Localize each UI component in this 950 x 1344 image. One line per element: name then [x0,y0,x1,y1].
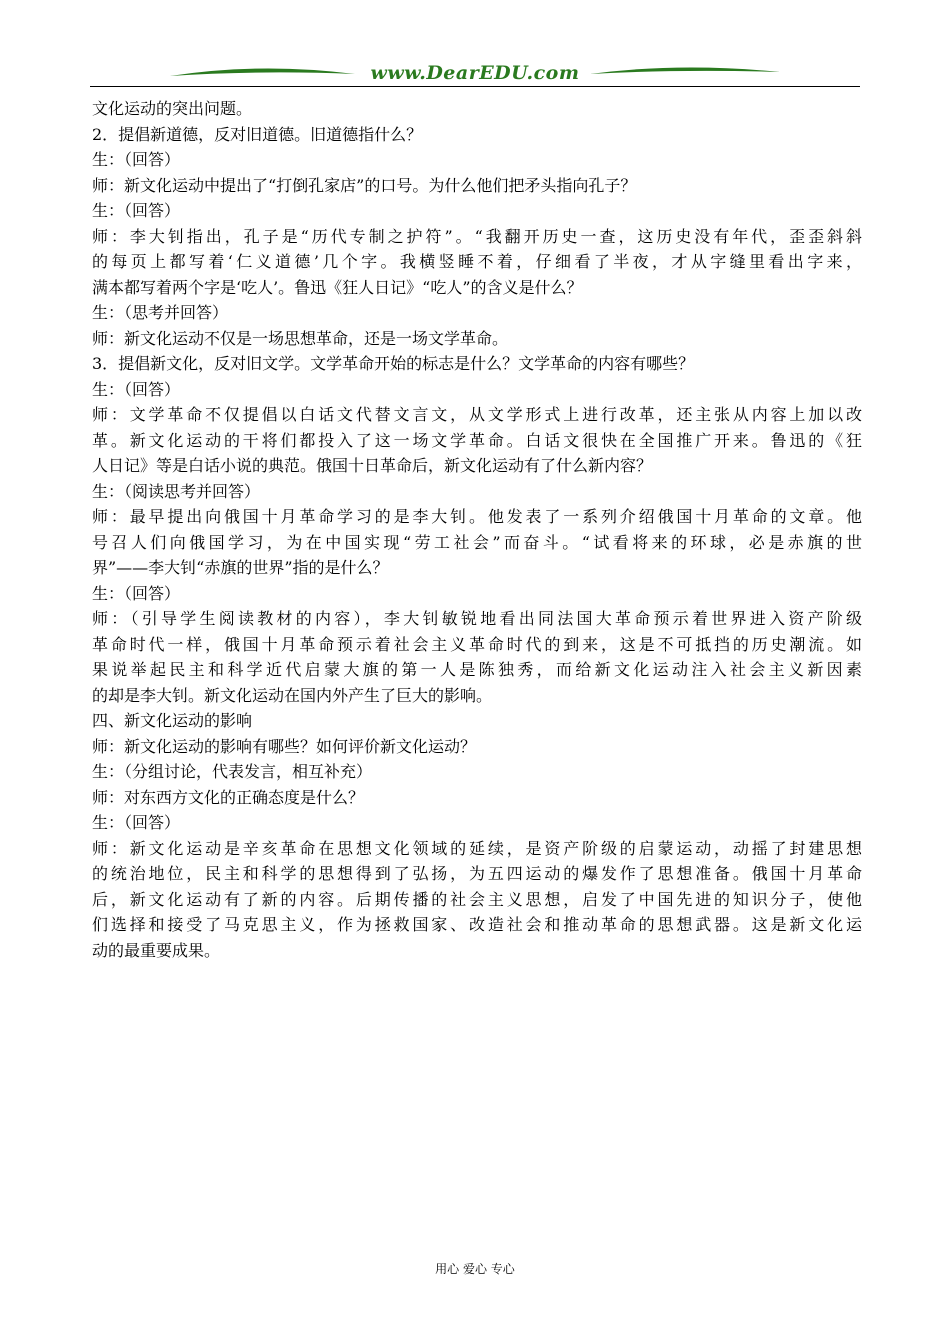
text-line: 动的最重要成果。 [92,940,221,960]
text-line: 们选择和接受了马克思主义，作为拯救国家、改造社会和推动革命的思想武器。这是新文化运 [92,915,862,934]
text-line: 生：（阅读思考并回答） [92,481,261,501]
text-line: 生：（回答） [92,201,181,220]
text-line: 生：（回答） [92,813,181,832]
text-line: 师：新文化运动不仅是一场思想革命，还是一场文学革命。 [92,328,509,348]
text-line: 生：（思考并回答） [92,303,229,322]
text-line: 后，新文化运动有了新的内容。后期传播的社会主义思想，启发了中国先进的知识分子，使他 [92,889,862,909]
site-logo-text: www.DearEDU.com [370,62,580,84]
text-line: 界”——李大钊“赤旗的世界”指的是什么？ [92,558,389,577]
text-line: 师：（引导学生阅读教材的内容），李大钊敏锐地看出同法国大革命预示着世界进入资产阶级 [92,609,862,628]
text-line: 生：（分组讨论，代表发言，相互补充） [92,762,373,781]
text-line: 革。新文化运动的干将们都投入了这一场文学革命。白话文很快在全国推广开来。鲁迅的《狂 [92,430,862,450]
text-line: 师：对东西方文化的正确态度是什么？ [92,787,365,807]
text-line: 师：新文化运动中提出了“打倒孔家店”的口号。为什么他们把矛头指向孔子？ [92,175,637,195]
text-line: 号召人们向俄国学习，为在中国实现“劳工社会”而奋斗。“试看将来的环球，必是赤旗的世 [92,532,862,552]
text-line: 的统治地位，民主和科学的思想得到了弘扬，为五四运动的爆发作了思想准备。俄国十月革命 [92,864,862,883]
text-line: 师：新文化运动的影响有哪些？如何评价新文化运动？ [92,736,477,756]
text-line: 生：（回答） [92,379,181,399]
text-line: 的却是李大钊。新文化运动在国内外产生了巨大的影响。 [92,685,493,705]
text-line: 革命时代一样，俄国十月革命预示着社会主义革命时代的到来，这是不可抵挡的历史潮流。如 [92,634,862,654]
page-footer: 用心 爱心 专心 [435,1262,515,1276]
text-line: 生：（回答） [92,150,181,169]
text-line: 师：李大钊指出，孔子是“历代专制之护符”。“我翻开历史一查，这历史没有年代，歪歪斜斜 [92,226,862,246]
text-line: 满本都写着两个字是‘吃人’。鲁迅《狂人日记》“吃人”的含义是什么？ [92,277,583,297]
document-body [92,96,862,963]
text-line: 3．提倡新文化，反对旧文学。文学革命开始的标志是什么？文学革命的内容有哪些？ [92,354,695,373]
page-header [90,60,860,90]
text-line: 果说举起民主和科学近代启蒙大旗的第一人是陈独秀，而给新文化运动注入社会主义新因素 [92,660,862,679]
text-line: 2．提倡新道德，反对旧道德。旧道德指什么？ [92,124,423,144]
text-line: 师：新文化运动是辛亥革命在思想文化领域的延续，是资产阶级的启蒙运动，动摇了封建思想 [92,838,862,858]
text-line: 生：（回答） [92,583,181,603]
header-divider [90,86,860,87]
text-line: 的每页上都写着‘仁义道德’几个字。我横竖睡不着，仔细看了半夜，才从字缝里看出字来， [92,252,862,271]
text-line: 四、新文化运动的影响 [92,711,253,730]
text-line: 师：最早提出向俄国十月革命学习的是李大钊。他发表了一系列介绍俄国十月革命的文章。他 [92,507,862,526]
text-line: 文化运动的突出问题。 [92,99,253,118]
text-line: 师：文学革命不仅提倡以白话文代替文言文，从文学形式上进行改革，还主张从内容上加以改 [92,405,862,424]
text-line: 人日记》等是白话小说的典范。俄国十日革命后，新文化运动有了什么新内容？ [92,456,653,475]
